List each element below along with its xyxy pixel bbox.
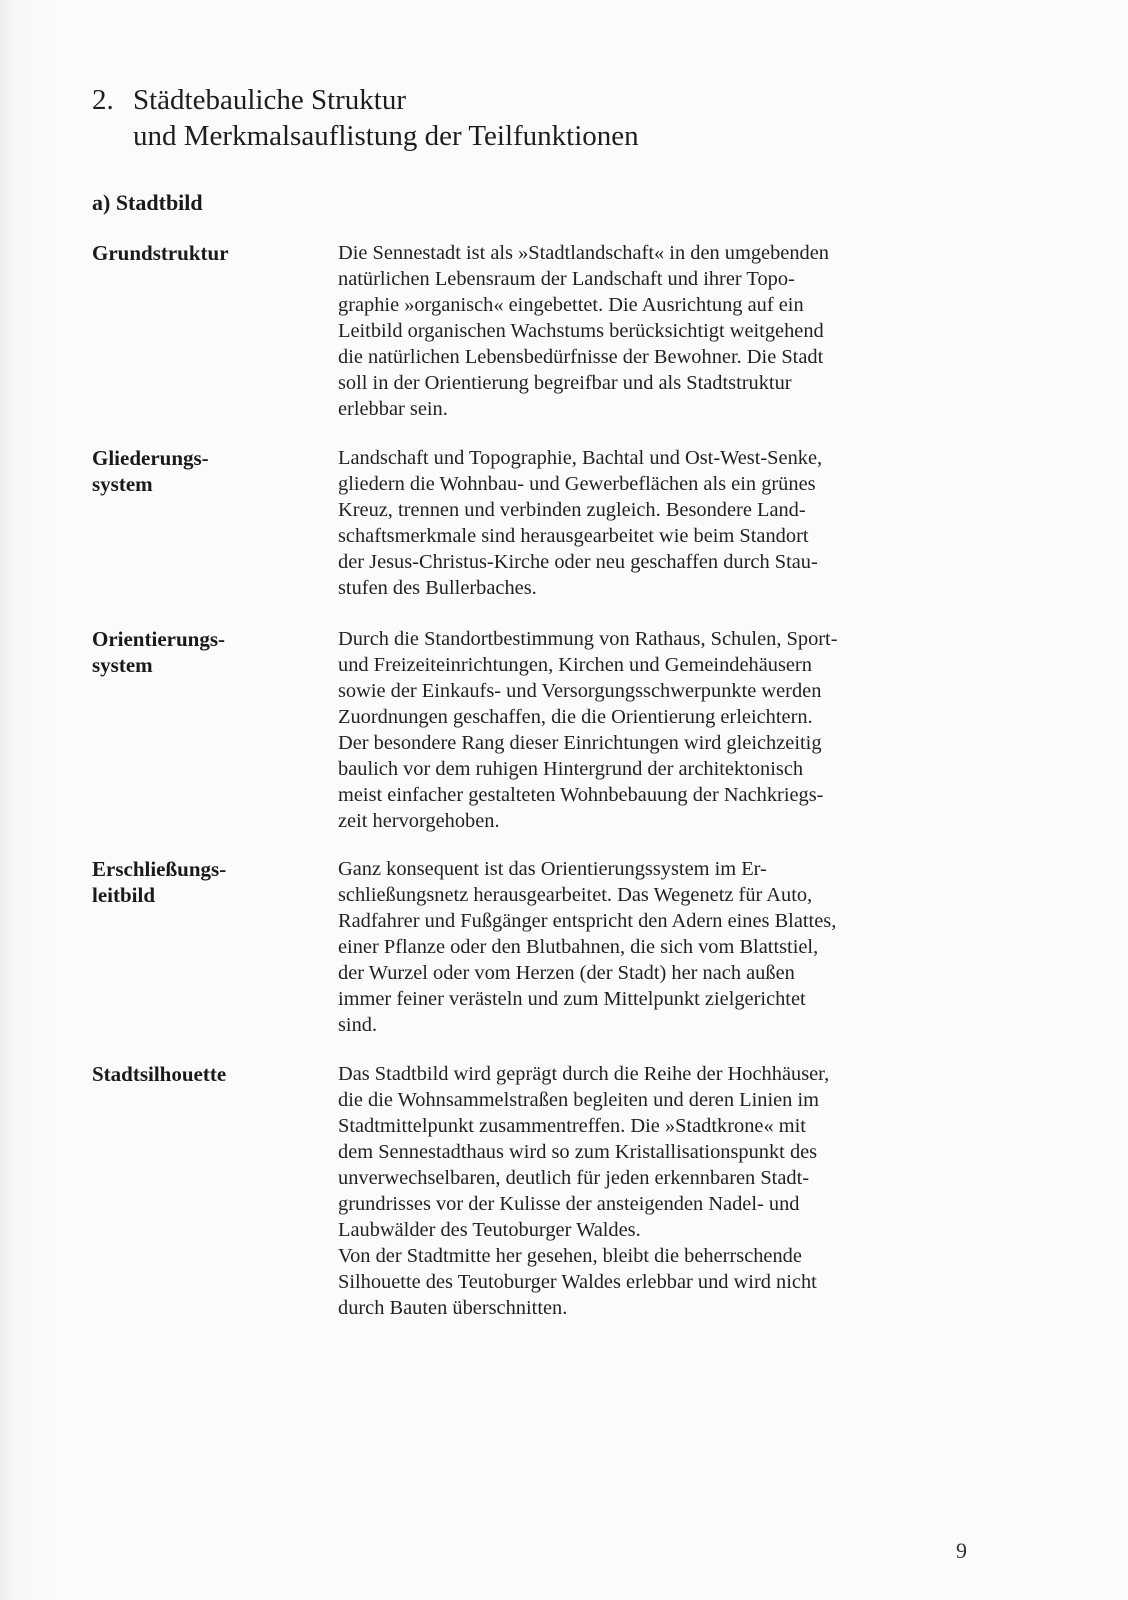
entry-description	[338, 445, 958, 601]
desc-line: Der besondere Rang dieser Einrichtungen wird gleichzeitig	[338, 732, 822, 754]
subsection-heading: a) Stadtbild	[92, 190, 203, 215]
desc-line: grundrisses vor der Kulisse der ansteigenden Nadel- und	[338, 1193, 800, 1215]
desc-line: unverwechselbaren, deutlich für jeden erkennbaren Stadt-	[338, 1167, 810, 1189]
entry-term: Orientierungs- system	[92, 627, 225, 677]
entry-term: Grundstruktur	[92, 241, 229, 265]
entry-term: Stadtsilhouette	[92, 1062, 227, 1086]
section-heading	[92, 82, 639, 154]
page-number: 9	[956, 1538, 967, 1563]
desc-line: die natürlichen Lebensbedürfnisse der Bewohner. Die Stadt	[338, 346, 824, 368]
desc-line: Durch die Standortbestimmung von Rathaus, Schulen, Sport-	[338, 628, 838, 650]
desc-line: der Wurzel oder vom Herzen (der Stadt) her nach außen	[338, 962, 795, 984]
heading-line-1: Städtebauliche Struktur	[133, 84, 407, 116]
desc-line: die die Wohnsammelstraßen begleiten und deren Linien im	[338, 1089, 819, 1111]
entry-description	[338, 856, 958, 1038]
entry-term: Erschließungs- leitbild	[92, 857, 227, 907]
desc-line: und Freizeiteinrichtungen, Kirchen und Gemeindehäusern	[338, 654, 812, 676]
heading-line-2: und Merkmalsauflistung der Teilfunktionen	[133, 120, 639, 152]
desc-line: zeit hervorgehoben.	[338, 810, 500, 832]
desc-line: Kreuz, trennen und verbinden zugleich. Besondere Land-	[338, 499, 806, 521]
desc-line: soll in der Orientierung begreifbar und als Stadtstruktur	[338, 372, 792, 394]
desc-line: sowie der Einkaufs- und Versorgungsschwerpunkte werden	[338, 680, 822, 702]
entry-description	[338, 626, 958, 834]
section-number: 2.	[92, 84, 114, 116]
desc-line: Silhouette des Teutoburger Waldes erlebbar und wird nicht	[338, 1271, 817, 1293]
desc-line: graphie »organisch« eingebettet. Die Ausrichtung auf ein	[338, 294, 804, 316]
desc-line: Landschaft und Topographie, Bachtal und Ost-West-Senke,	[338, 447, 823, 469]
entry-description	[338, 240, 958, 422]
desc-line: durch Bauten überschnitten.	[338, 1297, 568, 1319]
desc-line: Stadtmittelpunkt zusammentreffen. Die »Stadtkrone« mit	[338, 1115, 806, 1137]
desc-line: Von der Stadtmitte her gesehen, bleibt die beherrschende	[338, 1245, 802, 1267]
desc-line: immer feiner verästeln und zum Mittelpunkt zielgerichtet	[338, 988, 806, 1010]
desc-line: Ganz konsequent ist das Orientierungssystem im Er-	[338, 858, 767, 880]
desc-line: einer Pflanze oder den Blutbahnen, die sich vom Blattstiel,	[338, 936, 819, 958]
desc-line: natürlichen Lebensraum der Landschaft und ihrer Topo-	[338, 268, 795, 290]
desc-line: schließungsnetz herausgearbeitet. Das Wegenetz für Auto,	[338, 884, 813, 906]
desc-line: gliedern die Wohnbau- und Gewerbeflächen als ein grünes	[338, 473, 816, 495]
desc-line: Laubwälder des Teutoburger Waldes.	[338, 1219, 641, 1241]
entry-description	[338, 1061, 958, 1321]
desc-line: meist einfacher gestalteten Wohnbebauung der Nachkriegs-	[338, 784, 824, 806]
desc-line: baulich vor dem ruhigen Hintergrund der architektonisch	[338, 758, 804, 780]
desc-line: Die Sennestadt ist als »Stadtlandschaft« in den umgebenden	[338, 242, 829, 264]
desc-line: erlebbar sein.	[338, 398, 448, 420]
desc-line: stufen des Bullerbaches.	[338, 577, 537, 599]
desc-line: Radfahrer und Fußgänger entspricht den Adern eines Blattes,	[338, 910, 837, 932]
desc-line: Leitbild organischen Wachstums berücksichtigt weitgehend	[338, 320, 824, 342]
entry-term: Gliederungs- system	[92, 446, 209, 496]
desc-line: dem Sennestadthaus wird so zum Kristallisationspunkt des	[338, 1141, 818, 1163]
desc-line: schaftsmerkmale sind herausgearbeitet wie beim Standort	[338, 525, 809, 547]
desc-line: sind.	[338, 1014, 378, 1036]
desc-line: Zuordnungen geschaffen, die die Orientierung erleichtern.	[338, 706, 813, 728]
desc-line: der Jesus-Christus-Kirche oder neu geschaffen durch Stau-	[338, 551, 818, 573]
desc-line: Das Stadtbild wird geprägt durch die Reihe der Hochhäuser,	[338, 1063, 830, 1085]
